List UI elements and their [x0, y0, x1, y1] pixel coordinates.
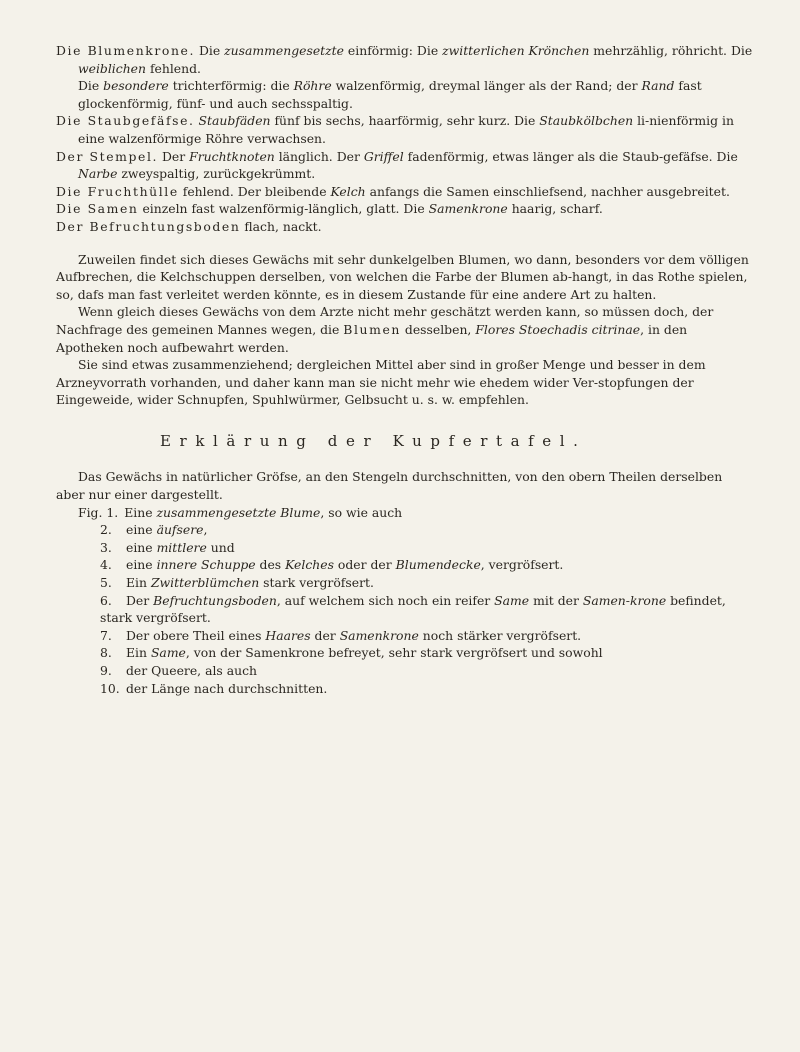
figure-number: 3. [100, 539, 112, 555]
italic-term: Befruchtungsboden [153, 592, 277, 608]
text-run: Die [195, 43, 225, 58]
figure-number: 7. [100, 627, 112, 643]
figure-item [56, 592, 754, 627]
text-run: fast glockenförmig, fünf- und auch sechsspaltig. [78, 78, 702, 111]
text-run: , auf welchem sich noch ein reifer [276, 592, 495, 608]
italic-term: Same [494, 592, 530, 608]
text-run: einzeln fast walzenförmig-länglich, glatt. Die [138, 201, 429, 217]
fig-label: Fig. [78, 504, 107, 520]
figure-item [56, 680, 754, 698]
italic-term: Same [150, 645, 186, 661]
italic-term: mittlere [156, 539, 207, 555]
italic-term: weiblichen [78, 60, 146, 76]
figure-number: 10. [100, 680, 120, 696]
spaced-term: Blumen [343, 321, 401, 337]
figure-number: 1. [106, 504, 119, 520]
figure-number: 5. [100, 575, 112, 591]
figure-number: 8. [100, 645, 112, 661]
text-run: eine [126, 539, 157, 555]
paragraph [56, 303, 754, 356]
text-run: fadenförmig, etwas länger als die Staub-gefäfse. Die [403, 148, 738, 164]
description-entry [56, 77, 754, 112]
italic-term: Blumendecke [395, 557, 481, 573]
plate-intro [56, 468, 754, 503]
entry-label: Die Samen [56, 201, 139, 217]
description-entry [56, 148, 754, 183]
text-run: Sie sind etwas zusammenziehend; dergleichen Mittel aber sind in großer Menge und besser in dem Arzneyvorrath vorhanden, und daher kann man sie nicht mehr wie ehedem wider Ver-stopfungen der Eingeweide, wider Schnupfen, Spuhlwürmer, Gelbsucht u. s. w. empfehlen. [56, 357, 706, 408]
figure-number: 4. [100, 557, 112, 573]
paragraph [56, 251, 754, 304]
text-run: Wenn gleich dieses Gewächs von dem Arzte nicht mehr geschätzt werden kann, so müssen doch, der Nachfrage des gemeinen Mannes wegen, die [56, 304, 714, 337]
text-run: Ein [126, 575, 151, 591]
italic-term: zusammengesetzte Blume [156, 504, 321, 520]
text-run: , vergröfsert. [480, 557, 564, 573]
entry-label: Der Stempel. [56, 148, 159, 164]
text-run: der [310, 627, 340, 643]
section-heading: Erklärung der Kupfertafel. [160, 431, 587, 450]
text-run: einförmig: Die [343, 43, 443, 58]
text-run: Die [78, 78, 104, 94]
figure-item [56, 662, 754, 680]
italic-term: Fruchtknoten [189, 148, 275, 164]
text-run: des [255, 557, 286, 573]
entry-label: Die Staubgefäfse. [56, 113, 195, 129]
italic-term: Samen-krone [582, 592, 667, 608]
italic-term: Griffel [363, 148, 404, 164]
figure-item [56, 539, 754, 557]
text-run: eine [126, 557, 157, 573]
figure-number: 6. [100, 592, 112, 608]
text-run: mit der [529, 592, 583, 608]
italic-term: besondere [103, 78, 169, 94]
entry-label: Der Befruchtungsboden [56, 218, 241, 234]
entry-label: Die Fruchthülle [56, 183, 179, 199]
italic-term: Narbe [78, 166, 118, 182]
figure-item [56, 627, 754, 645]
italic-term: zusammengesetzte [224, 43, 344, 58]
italic-term: Flores Stoechadis citrinae [475, 321, 641, 337]
italic-term: zwitterlichen Krönchen [442, 43, 590, 58]
botanical-description [56, 42, 754, 236]
italic-term: Haares [265, 627, 311, 643]
text-run: zweyspaltig, zurückgekrümmt. [117, 166, 316, 182]
italic-term: Röhre [293, 78, 332, 94]
figure-number: 2. [100, 522, 112, 538]
italic-term: äufsere [156, 522, 204, 538]
text-run: noch stärker vergröfsert. [418, 627, 582, 643]
italic-term: Rand [641, 78, 675, 94]
text-run: mehrzählig, röhricht. Die [589, 43, 753, 58]
italic-term: Samenkrone [339, 627, 419, 643]
text-run: der Länge nach durchschnitten. [126, 680, 328, 696]
text-run: haarig, scharf. [507, 201, 603, 217]
italic-term: Samenkrone [428, 201, 508, 217]
text-run: eine [126, 522, 157, 538]
italic-term: Staubfäden [198, 113, 271, 129]
text-run: stark vergröfsert. [259, 575, 374, 591]
text-run: Ein [126, 645, 151, 661]
text-run: Das Gewächs in natürlicher Gröfse, an den Stengeln durchschnitten, von den obern Theilen derselben aber nur einer dargestellt. [56, 469, 723, 503]
text-run: und [206, 539, 235, 555]
figure-item [56, 556, 754, 574]
description-entry [56, 112, 754, 147]
figure-item [56, 644, 754, 662]
description-entry [56, 183, 754, 201]
italic-term: Zwitterblümchen [150, 575, 260, 591]
description-entry [56, 200, 754, 218]
text-run: länglich. Der [274, 148, 364, 164]
text-run: Eine [124, 504, 157, 520]
text-run: li-nienförmig in eine walzenförmige Röhre verwachsen. [78, 113, 734, 146]
text-run: der Queere, als auch [126, 663, 257, 678]
paragraph [56, 356, 754, 409]
italic-term: Staubkölbchen [539, 113, 634, 129]
text-run: , [203, 522, 208, 538]
text-run: anfangs die Samen einschliefsend, nachher ausgebreitet. [365, 183, 730, 199]
description-entry [56, 42, 754, 77]
italic-term: Kelches [285, 557, 334, 573]
text-run: fehlend. [146, 60, 201, 76]
text-run: walzenförmig, dreymal länger als der Rand; der [331, 78, 642, 94]
italic-term: Kelch [330, 183, 366, 199]
figure-number: 9. [100, 663, 112, 678]
text-run: trichterförmig: die [168, 78, 294, 94]
text-run: desselben, [400, 321, 476, 337]
spacer [56, 236, 754, 251]
italic-term: innere Schuppe [156, 557, 256, 573]
text-run: flach, nackt. [240, 218, 322, 234]
text-run: , so wie auch [320, 504, 403, 520]
text-run: , von der Samenkrone befreyet, sehr stark vergröfsert und sowohl [185, 645, 603, 661]
figure-item [56, 521, 754, 539]
text-run: Der obere Theil eines [126, 627, 266, 643]
text-run: fehlend. Der bleibende [178, 183, 331, 199]
text-run: fünf bis sechs, haarförmig, sehr kurz. Die [270, 113, 540, 129]
text-run: Der [158, 148, 190, 164]
figure-list [56, 504, 754, 698]
figure-item [56, 574, 754, 592]
entry-label: Die Blumenkrone. [56, 43, 196, 58]
text-run: Zuweilen findet sich dieses Gewächs mit sehr dunkelgelben Blumen, wo dann, besonders vor dem völligen Aufbrechen, die Kelchschuppen derselben, von welchen die Farbe der Blumen ab-hangt, in das Rothe spielen, so, dafs man fast verleitet werden könnte, es in diesem Zustande für eine andere Art zu halten. [56, 251, 749, 302]
text-run: Der [126, 592, 154, 608]
description-entry [56, 218, 754, 236]
text-run: oder der [333, 557, 396, 573]
figure-item [56, 504, 754, 522]
text-run: , in den Apotheken noch aufbewahrt werden. [56, 321, 688, 355]
text-run: befindet, stark vergröfsert. [100, 592, 726, 626]
commentary [56, 251, 754, 409]
